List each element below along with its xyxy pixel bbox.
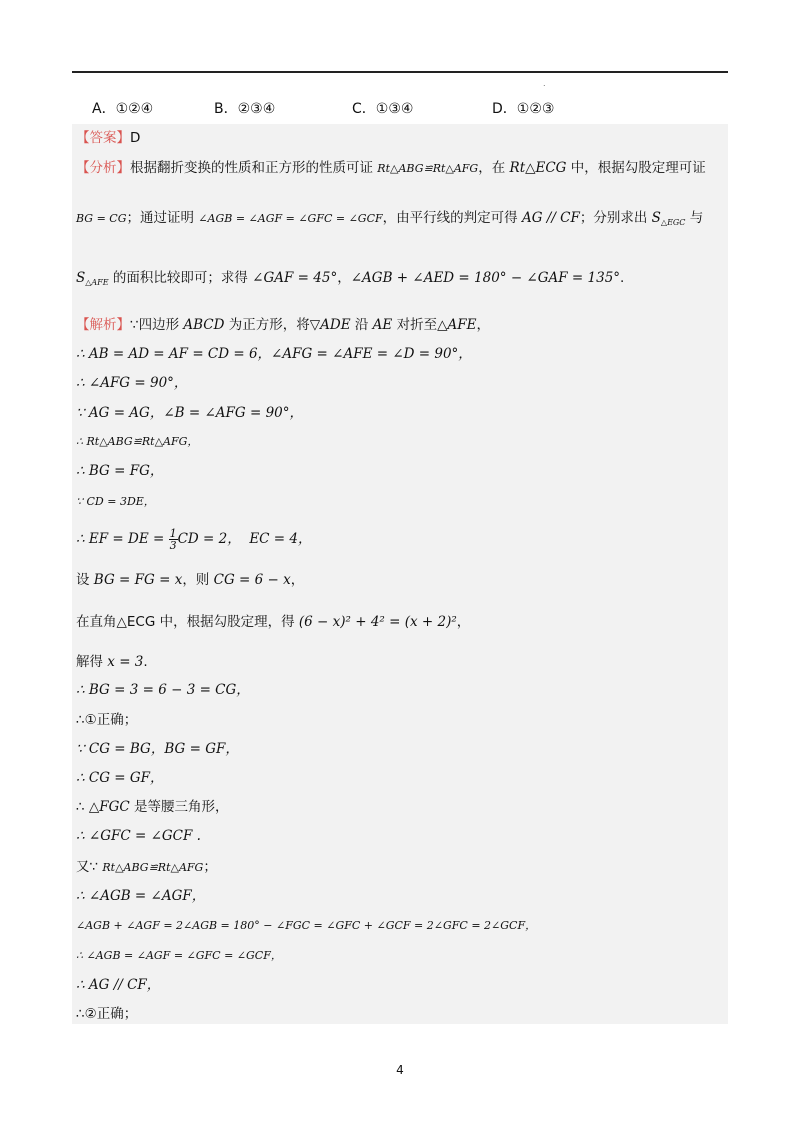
header-rule (72, 71, 728, 73)
area-symbol: S (651, 210, 661, 226)
analysis-line-1 (76, 158, 706, 179)
analysis-text: 的面积比较即可；求得 (108, 270, 253, 286)
area-subscript: △EGC (660, 218, 686, 227)
solution-line-19: ∴ ∠AGB = ∠AGF， (76, 888, 206, 904)
analysis-math: Rt△ABG≌Rt△AFG (377, 162, 479, 175)
analysis-math: ∠AGB = ∠AGF = ∠GFC = ∠GCF (198, 212, 383, 225)
analysis-text: ；通过证明 (126, 210, 199, 226)
analysis-math: ∠AGB + ∠AED = 180° − ∠GAF = 135° (350, 270, 621, 286)
solution-text: . (143, 654, 148, 670)
solution-line-7: ∵ CD = 3DE， (76, 495, 155, 508)
analysis-text: 根据翻折变换的性质和正方形的性质可证 (130, 160, 378, 176)
option-b: B．②③④ (214, 101, 276, 117)
analysis-line-3 (76, 268, 624, 293)
solution-line-10 (76, 612, 470, 632)
solution-text: ； (203, 859, 217, 875)
solution-text: ， (476, 317, 490, 333)
solution-line-16 (76, 797, 229, 817)
answer-value: D (130, 130, 141, 146)
solution-math: CD = 2， (177, 531, 241, 547)
solution-text: 为正方形，将 (224, 317, 310, 333)
solution-math: △AFE (437, 317, 477, 333)
solution-math: EC = 4， (249, 531, 312, 547)
solution-line-8 (76, 528, 311, 551)
solution-text: 沿 (350, 317, 373, 333)
solution-text: 在直角△ECG 中，根据勾股定理，得 (76, 614, 299, 630)
analysis-math: AG // CF (521, 210, 580, 226)
answer-tag: 【答案】 (76, 130, 130, 146)
solution-text: 对折至 (392, 317, 438, 333)
solution-math: Rt△ABG≌Rt△AFG (102, 861, 204, 874)
solution-math: ▽ADE (309, 317, 351, 333)
fraction-numerator: 1 (169, 527, 177, 540)
solution-line-21: ∴ ∠AGB = ∠AGF = ∠GFC = ∠GCF， (76, 949, 282, 962)
analysis-text: ， (337, 270, 351, 286)
solution-math: BG = FG = x (93, 572, 183, 588)
solution-math: ∴ EF = DE = (76, 531, 169, 547)
analysis-math: BG = CG (76, 212, 127, 225)
solution-line-3: ∴ ∠AFG = 90°， (76, 375, 188, 391)
choice-options (92, 98, 712, 120)
analysis-text: . (620, 270, 625, 286)
solution-math: △FGC (88, 799, 130, 815)
solution-text: ， (456, 614, 471, 630)
analysis-text: ，在 (478, 160, 510, 176)
analysis-math: Rt△ECG (509, 160, 567, 176)
answer-line (76, 128, 140, 148)
analysis-text: 中，根据勾股定理可证 (566, 160, 706, 176)
area-subscript: △AFE (85, 278, 109, 287)
page-number: 4 (396, 1063, 404, 1077)
option-d: D．①②③ (492, 101, 555, 117)
option-a: A．①②④ (92, 101, 154, 117)
solution-line-23: ∴②正确； (76, 1006, 138, 1022)
solution-math: AE (372, 317, 393, 333)
solution-text: ， (290, 572, 305, 588)
solution-line-6: ∴ BG = FG， (76, 463, 164, 479)
analysis-text: ；分别求出 (579, 210, 652, 226)
analysis-text: 与 (685, 210, 704, 226)
solution-math: CG = 6 − x (213, 572, 291, 588)
solution-line-20: ∠AGB + ∠AGF = 2∠AGB = 180° − ∠FGC = ∠GFC + ∠GCF = 2∠GFC = 2∠GCF， (76, 919, 537, 932)
solution-line-1 (76, 315, 490, 335)
solution-text: 又∵ (76, 859, 103, 875)
solution-math: ABCD (183, 317, 225, 333)
solution-line-22: ∴ AG // CF， (76, 977, 161, 993)
solution-line-11 (76, 652, 148, 672)
solution-tag: 【解析】 (76, 317, 130, 333)
header-mark: . (543, 79, 546, 88)
solution-text: ，则 (182, 572, 214, 588)
solution-text: 是等腰三角形， (129, 799, 229, 815)
solution-text: ∵四边形 (130, 317, 184, 333)
solution-line-2: ∴ AB = AD = AF = CD = 6，∠AFG = ∠AFE = ∠D = 90°， (76, 346, 472, 362)
solution-line-12: ∴ BG = 3 = 6 − 3 = CG， (76, 682, 250, 698)
solution-line-15: ∴ CG = GF， (76, 770, 164, 786)
solution-line-5: ∴ Rt△ABG≌Rt△AFG， (76, 435, 199, 448)
solution-text: 设 (76, 572, 94, 588)
solution-text: ∴ (76, 799, 89, 815)
solution-line-14: ∵ CG = BG，BG = GF， (76, 741, 239, 757)
solution-line-13: ∴①正确； (76, 712, 138, 728)
analysis-tag: 【分析】 (76, 160, 130, 176)
solution-line-9 (76, 570, 304, 590)
analysis-math: ∠GAF = 45° (252, 270, 338, 286)
solution-text: 解得 (76, 654, 108, 670)
area-symbol: S (76, 270, 86, 286)
solution-line-4: ∵ AG = AG，∠B = ∠AFG = 90°， (76, 405, 304, 421)
solution-math: x = 3 (107, 654, 144, 670)
solution-line-17: ∴ ∠GFC = ∠GCF . (76, 828, 201, 844)
solution-math: (6 − x)² + 4² = (x + 2)² (298, 614, 457, 630)
fraction-denominator: 3 (169, 539, 177, 552)
analysis-text: ，由平行线的判定可得 (382, 210, 522, 226)
fraction-one-third (169, 528, 178, 551)
option-c: C．①③④ (352, 101, 414, 117)
solution-line-18 (76, 857, 217, 878)
analysis-line-2 (76, 208, 703, 233)
